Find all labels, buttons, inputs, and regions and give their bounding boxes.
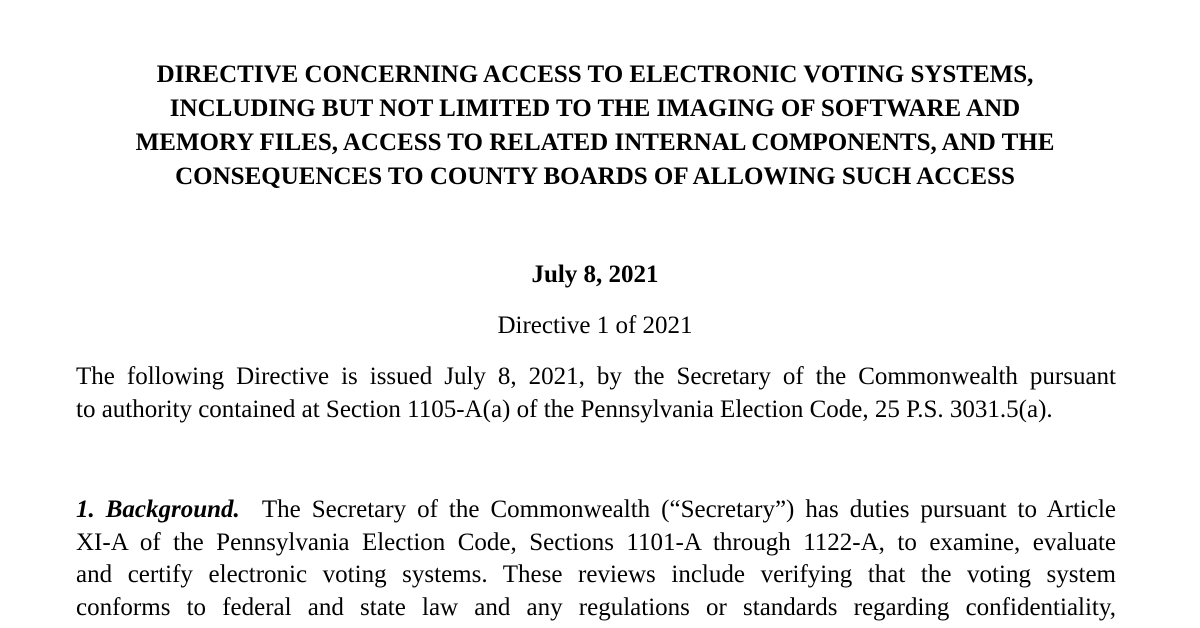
paragraph-line: The following Directive is issued July 8, 2021, by the Secretary of the Commonwealth pursuant (76, 363, 1116, 390)
title-line: INCLUDING BUT NOT LIMITED TO THE IMAGING OF SOFTWARE AND (169, 95, 1021, 122)
directive-date: July 8, 2021 (531, 261, 659, 288)
paragraph-line: to authority contained at Section 1105-A(a) of the Pennsylvania Election Code, 25 P.S. 3031.5(a). (76, 395, 1053, 423)
paragraph-line (76, 494, 1116, 527)
directive-number: Directive 1 of 2021 (497, 312, 693, 339)
intro-paragraph (76, 361, 1116, 426)
section-heading: 1. Background. (76, 496, 240, 523)
paragraph-line: and certify electronic voting systems. These reviews include verifying that the voting system (76, 561, 1116, 588)
paragraph-line: conforms to federal and state law and any regulations or standards regarding confidentiality, (76, 593, 1116, 621)
document-title (80, 58, 1110, 194)
background-section (76, 494, 1116, 624)
section-text: The Secretary of the Commonwealth (“Secretary”) has duties pursuant to Article (261, 496, 1117, 523)
paragraph-line: XI-A of the Pennsylvania Election Code, Sections 1101-A through 1122-A, to examine, evaluate (76, 528, 1116, 556)
title-line: DIRECTIVE CONCERNING ACCESS TO ELECTRONIC VOTING SYSTEMS, (156, 61, 1034, 88)
title-line: CONSEQUENCES TO COUNTY BOARDS OF ALLOWING SUCH ACCESS (175, 163, 1015, 190)
title-line: MEMORY FILES, ACCESS TO RELATED INTERNAL COMPONENTS, AND THE (135, 129, 1055, 156)
